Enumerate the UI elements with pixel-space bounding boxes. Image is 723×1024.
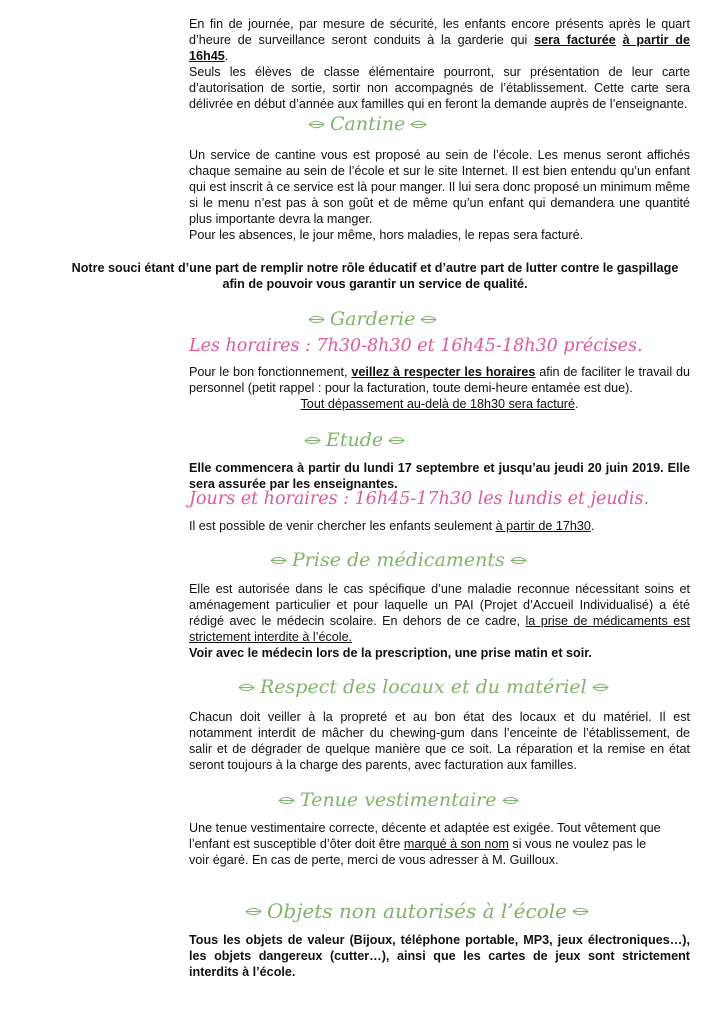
etude-time-highlight: à partir de 17h30 [495,519,591,533]
garderie-heading-text: Garderie [330,308,416,330]
tenue-heading [278,789,519,811]
medicaments-heading [270,549,527,571]
leaf-ornament-icon [502,795,519,806]
leaf-ornament-icon [270,555,287,566]
etude-paragraph-1: Elle commencera à partir du lundi 17 septembre et jusqu’au jeudi 20 juin 2019. Elle sera assurée par les enseignantes. [189,461,690,491]
leaf-ornament-icon [388,435,405,446]
note-line-1: Notre souci étant d’une part de remplir notre rôle éducatif et d’autre part de lutter contre le gaspillage [71,261,679,275]
tenue-paragraph: Une tenue vestimentaire correcte, décente et adaptée est exigée. Tout vêtement que l’enfant est susceptible d’ôter doit être marqué à son nom si vous ne voulez pas le voir égaré. En cas de perte, merci de vous adresser à M. Guilloux. [189,821,661,867]
cantine-paragraph-1: Un service de cantine vous est proposé au sein de l’école. Les menus seront affichés chaque semaine au sein de l’école et sur le site Internet. Il est bien entendu qu’un enfant qui est inscrit à ce service est là pour manger. Il lui sera donc proposé un minimum même si le menu n’est pas à son goût et de même qu’un enfant qui demandera une quantité plus importante devra la manger. [189,148,690,226]
locaux-paragraph: Chacun doit veiller à la propreté et au bon état des locaux et du matériel. Il est notamment interdit de mâcher du chewing-gum dans l’enceinte de l’établissement, de salir et de dégrader de quelque manière que ce soit. La réparation et la remise en état seront toujours à la charge des parents, avec facturation aux familles. [189,710,690,772]
leaf-ornament-icon [572,906,589,917]
leaf-ornament-icon [245,906,262,917]
gaspillage-note [60,260,690,292]
marque-highlight: marqué à son nom [403,837,509,851]
objets-heading-text: Objets non autorisés à l’école [267,899,567,923]
intro-section [189,16,690,112]
locaux-heading [238,676,609,698]
leaf-ornament-icon [592,682,609,693]
leaf-ornament-icon [308,119,325,130]
respect-horaires-highlight: veillez à respecter les horaires [351,365,536,379]
cantine-heading-text: Cantine [330,113,406,135]
cantine-paragraph-2: Pour les absences, le jour même, hors maladies, le repas sera facturé. [189,228,584,242]
medicaments-section [189,581,690,661]
cantine-section [189,147,690,243]
depassement-note: Tout dépassement au-delà de 18h30 sera facturé [300,397,575,411]
intro-paragraph-2: Seuls les élèves de classe élémentaire pourront, sur présentation de leur carte d’autorisation de sortie, sortir non accompagnés de l’établissement. Cette carte sera délivrée en début d’année aux familles qui en feront la demande auprès de l’enseignante. [189,65,690,111]
etude-heading-text: Etude [326,429,384,451]
etude-heading [304,429,405,451]
leaf-ornament-icon [420,314,437,325]
facturee-highlight: sera facturée [534,33,616,47]
leaf-ornament-icon [238,682,255,693]
time-highlight: à partir de 16h45 [189,33,690,63]
medicaments-paragraph-1: Elle est autorisée dans le cas spécifique d’une maladie reconnue nécessitant soins et aménagement particulier et pour laquelle un PAI (Projet d’Accueil Individualisé) a été rédigé avec le médecin scolaire. En dehors de ce cadre, la prise de médicaments est strictement interdite à l’école. [189,582,691,644]
leaf-ornament-icon [308,314,325,325]
medicaments-paragraph-2: Voir avec le médecin lors de la prescription, une prise matin et soir. [189,646,592,660]
locaux-heading-text: Respect des locaux et du matériel [260,676,587,698]
note-line-2: afin de pouvoir vous garantir un service de qualité. [222,277,528,291]
tenue-heading-text: Tenue vestimentaire [300,789,497,811]
leaf-ornament-icon [304,435,321,446]
garderie-hours: Les horaires : 7h30-8h30 et 16h45-18h30 précises. [189,336,643,356]
interdiction-highlight: la prise de médicaments est strictement interdite à l’école. [189,614,691,644]
leaf-ornament-icon [278,795,295,806]
leaf-ornament-icon [510,555,527,566]
garderie-heading [308,308,437,330]
objets-heading [245,899,589,923]
garderie-section [189,364,690,412]
intro-paragraph-1: En fin de journée, par mesure de sécurité, les enfants encore présents après le quart d’heure de surveillance seront conduits à la garderie qui sera facturée à partir de 16h45. [189,17,690,63]
etude-paragraph-2: Il est possible de venir chercher les enfants seulement à partir de 17h30. [189,519,595,533]
objets-paragraph: Tous les objets de valeur (Bijoux, téléphone portable, MP3, jeux électroniques…), les objets dangereux (cutter…), ainsi que les cartes de jeux sont strictement interdits à l’école. [189,933,690,979]
leaf-ornament-icon [410,119,427,130]
garderie-paragraph-1: Pour le bon fonctionnement, veillez à respecter les horaires afin de faciliter le travail du personnel (petit rappel : pour la facturation, toute demi-heure entamée est due). [189,365,690,395]
etude-hours: Jours et horaires : 16h45-17h30 les lundis et jeudis. [189,489,650,509]
garderie-paragraph-2: Tout dépassement au-delà de 18h30 sera facturé. [300,397,579,411]
cantine-heading [308,113,427,135]
medicaments-heading-text: Prise de médicaments [292,549,505,571]
